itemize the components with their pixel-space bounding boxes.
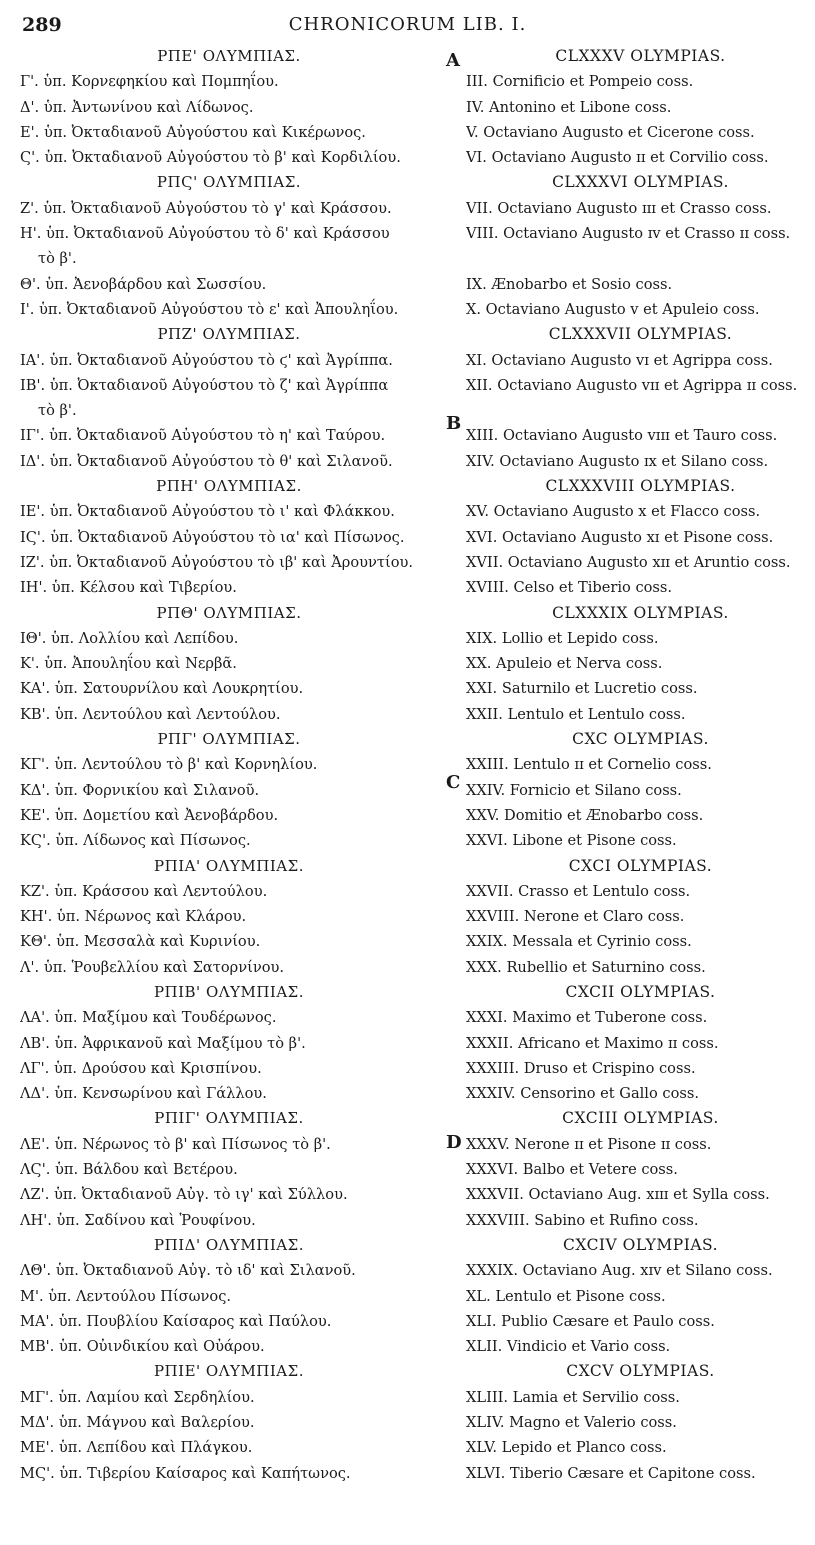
greek-entry: Ι'. ὑπ. Ὀκταδιανοῦ Αὐγούστου τὸ ε' καὶ Ἀπουληΐου. bbox=[20, 300, 399, 318]
greek-olympiad-heading: ΡΠΖ' ΟΛΥΜΠΙΑΣ. bbox=[157, 325, 301, 344]
greek-entry: Δ'. ὑπ. Ἀντωνίνου καὶ Λίδωνος. bbox=[20, 98, 254, 116]
greek-entry: Θ'. ὑπ. Ἀενοβάρδου καὶ Σωσσίου. bbox=[20, 275, 267, 293]
greek-entry: Κ'. ὑπ. Ἀπουληΐου καὶ Νερβᾶ. bbox=[20, 655, 237, 673]
running-title: CHRONICORUM LIB. I. bbox=[288, 14, 527, 35]
page-number: 289 bbox=[22, 14, 62, 36]
greek-entry: ΙΘ'. ὑπ. Λολλίου καὶ Λεπίδου. bbox=[20, 629, 239, 647]
latin-entry: XXIV. Fornicio et Silano coss. bbox=[466, 781, 682, 799]
latin-entry: XXXVIII. Sabino et Rufino coss. bbox=[466, 1211, 699, 1229]
latin-entry: XXXI. Maximo et Tuberone coss. bbox=[466, 1009, 708, 1027]
latin-entry: VII. Octaviano Augusto ɪɪɪ et Crasso coss. bbox=[466, 199, 772, 217]
greek-entry: ΙΒ'. ὑπ. Ὀκταδιανοῦ Αὐγούστου τὸ ζ' καὶ Ἀγρίππα bbox=[20, 376, 389, 394]
latin-entry: XI. Octaviano Augusto ᴠɪ et Agrippa coss. bbox=[466, 351, 773, 369]
latin-entry: XVI. Octaviano Augusto xɪ et Pisone coss. bbox=[466, 528, 774, 546]
latin-entry: XIX. Lollio et Lepido coss. bbox=[466, 629, 659, 647]
greek-entry: Ζ'. ὑπ. Ὀκταδιανοῦ Αὐγούστου τὸ γ' καὶ Κράσσου. bbox=[20, 199, 392, 217]
latin-blank-line bbox=[466, 398, 815, 423]
latin-entry: XLII. Vindicio et Vario coss. bbox=[466, 1338, 671, 1356]
greek-entry: ΚΔ'. ὑπ. Φορνικίου καὶ Σιλανοῦ. bbox=[20, 781, 260, 799]
greek-entry: Μ'. ὑπ. Λεντούλου Πίσωνος. bbox=[20, 1287, 232, 1305]
greek-entry-continuation: τὸ β'. bbox=[38, 402, 77, 420]
greek-entry: ΙΓ'. ὑπ. Ὀκταδιανοῦ Αὐγούστου τὸ η' καὶ Ταύρου. bbox=[20, 427, 386, 445]
latin-olympiad-heading: CLXXXVIII OLYMPIAS. bbox=[545, 477, 736, 496]
latin-entry: XXVII. Crasso et Lentulo coss. bbox=[466, 882, 691, 900]
greek-entry: ΜΔ'. ὑπ. Μάγνου καὶ Βαλερίου. bbox=[20, 1414, 255, 1432]
latin-entry: XII. Octaviano Augusto ᴠɪɪ et Agrippa ɪɪ coss. bbox=[466, 376, 798, 394]
greek-entry: ΙΖ'. ὑπ. Ὀκταδιανοῦ Αὐγούστου τὸ ιβ' καὶ Ἀρουντίου. bbox=[20, 553, 413, 571]
latin-entry: V. Octaviano Augusto et Cicerone coss. bbox=[466, 123, 755, 141]
greek-olympiad-heading: ΡΠΙΔ' ΟΛΥΜΠΙΑΣ. bbox=[154, 1235, 304, 1254]
greek-entry: ΛΗ'. ὑπ. Σαδίνου καὶ Ῥουφίνου. bbox=[20, 1211, 256, 1229]
latin-entry: XXXII. Africano et Maximo ɪɪ coss. bbox=[466, 1034, 719, 1052]
margin-letter-b: B bbox=[446, 413, 462, 434]
latin-entry: XX. Apuleio et Nerva coss. bbox=[466, 655, 663, 673]
greek-entry: ΚΗ'. ὑπ. Νέρωνος καὶ Κλάρου. bbox=[20, 908, 247, 926]
latin-entry: IV. Antonino et Libone coss. bbox=[466, 98, 672, 116]
greek-entry: ΚΓ'. ὑπ. Λεντούλου τὸ β' καὶ Κορνηλίου. bbox=[20, 756, 318, 774]
greek-entry: ΛΑ'. ὑπ. Μαξίμου καὶ Τουδέρωνος. bbox=[20, 1009, 277, 1027]
latin-entry: XXI. Saturnilo et Lucretio coss. bbox=[466, 680, 698, 698]
greek-entry: ΜΒ'. ὑπ. Οὐινδικίου καὶ Οὐάρου. bbox=[20, 1338, 265, 1356]
greek-entry: ΚΖ'. ὑπ. Κράσσου καὶ Λεντούλου. bbox=[20, 882, 268, 900]
greek-olympiad-heading: ΡΠΙΕ' ΟΛΥΜΠΙΑΣ. bbox=[153, 1362, 305, 1381]
greek-entry: ΜΑ'. ὑπ. Πουβλίου Καίσαρος καὶ Παύλου. bbox=[20, 1312, 332, 1330]
greek-column bbox=[20, 44, 438, 1486]
page-header bbox=[0, 14, 815, 42]
latin-entry: XXXV. Nerone ɪɪ et Pisone ɪɪ coss. bbox=[466, 1135, 712, 1153]
latin-olympiad-heading: CLXXXIX OLYMPIAS. bbox=[552, 603, 729, 622]
latin-entry: XVIII. Celso et Tiberio coss. bbox=[466, 579, 673, 597]
greek-entry: Ε'. ὑπ. Ὀκταδιανοῦ Αὐγούστου καὶ Κικέρωνος. bbox=[20, 123, 366, 141]
greek-entry: ΜϚ'. ὑπ. Τιβερίου Καίσαρος καὶ Καπήτωνος. bbox=[20, 1464, 351, 1482]
greek-entry: ΚΘ'. ὑπ. Μεσσαλὰ καὶ Κυρινίου. bbox=[20, 933, 261, 951]
greek-entry-continuation: τὸ β'. bbox=[38, 250, 77, 268]
latin-blank-line bbox=[466, 246, 815, 271]
greek-entry: ΜΕ'. ὑπ. Λεπίδου καὶ Πλάγκου. bbox=[20, 1439, 253, 1457]
latin-entry: XXXIX. Octaviano Aug. xɪᴠ et Silano coss. bbox=[466, 1262, 773, 1280]
latin-olympiad-heading: CLXXXVI OLYMPIAS. bbox=[552, 173, 729, 192]
greek-entry: ΙΔ'. ὑπ. Ὀκταδιανοῦ Αὐγούστου τὸ θ' καὶ Σιλανοῦ. bbox=[20, 452, 393, 470]
greek-olympiad-heading: ΡΠϚ' ΟΛΥΜΠΙΑΣ. bbox=[156, 173, 302, 192]
latin-entry: VI. Octaviano Augusto ɪɪ et Corvilio coss. bbox=[466, 149, 769, 167]
latin-olympiad-heading: CXCI OLYMPIAS. bbox=[568, 856, 713, 875]
latin-entry: XXVI. Libone et Pisone coss. bbox=[466, 832, 677, 850]
latin-entry: XLV. Lepido et Planco coss. bbox=[466, 1439, 667, 1457]
greek-entry: Γ'. ὑπ. Κορνεφηκίου καὶ Πομπηΐου. bbox=[20, 73, 279, 91]
greek-entry: ΚΒ'. ὑπ. Λεντούλου καὶ Λεντούλου. bbox=[20, 705, 281, 723]
greek-entry: ΚϚ'. ὑπ. Λίδωνος καὶ Πίσωνος. bbox=[20, 832, 251, 850]
greek-entry: ΛΖ'. ὑπ. Ὀκταδιανοῦ Αὐγ. τὸ ιγ' καὶ Σύλλου. bbox=[20, 1186, 348, 1204]
latin-entry: XXII. Lentulo et Lentulo coss. bbox=[466, 705, 686, 723]
latin-olympiad-heading: CXCV OLYMPIAS. bbox=[566, 1362, 715, 1381]
latin-entry: XL. Lentulo et Pisone coss. bbox=[466, 1287, 666, 1305]
greek-olympiad-heading: ΡΠΙΒ' ΟΛΥΜΠΙΑΣ. bbox=[153, 982, 305, 1001]
greek-entry: ΛΓ'. ὑπ. Δρούσου καὶ Κρισπίνου. bbox=[20, 1059, 262, 1077]
latin-entry: XXXIII. Druso et Crispino coss. bbox=[466, 1059, 696, 1077]
latin-entry: XLI. Publio Cæsare et Paulo coss. bbox=[466, 1312, 715, 1330]
latin-entry: XXX. Rubellio et Saturnino coss. bbox=[466, 958, 706, 976]
latin-entry: XXV. Domitio et Ænobarbo coss. bbox=[466, 806, 704, 824]
latin-entry: XLIV. Magno et Valerio coss. bbox=[466, 1414, 677, 1432]
greek-olympiad-heading: ΡΠΙΑ' ΟΛΥΜΠΙΑΣ. bbox=[154, 856, 304, 875]
latin-entry: XIII. Octaviano Augusto ᴠɪɪɪ et Tauro coss. bbox=[466, 427, 778, 445]
greek-entry: ΙϚ'. ὑπ. Ὀκταδιανοῦ Αὐγούστου τὸ ια' καὶ Πίσωνος. bbox=[20, 528, 405, 546]
greek-entry: ΙΕ'. ὑπ. Ὀκταδιανοῦ Αὐγούστου τὸ ι' καὶ Φλάκκου. bbox=[20, 503, 395, 521]
latin-olympiad-heading: CXCII OLYMPIAS. bbox=[565, 982, 716, 1001]
greek-entry: Λ'. ὑπ. Ῥουβελλίου καὶ Σατορνίνου. bbox=[20, 958, 284, 976]
latin-olympiad-heading: CXC OLYMPIAS. bbox=[572, 730, 709, 749]
latin-entry: IX. Ænobarbo et Sosio coss. bbox=[466, 275, 673, 293]
latin-entry: XXVIII. Nerone et Claro coss. bbox=[466, 908, 685, 926]
greek-entry: ΙΑ'. ὑπ. Ὀκταδιανοῦ Αὐγούστου τὸ ϛ' καὶ Ἀγρίππα. bbox=[20, 351, 393, 369]
greek-olympiad-heading: ΡΠΗ' ΟΛΥΜΠΙΑΣ. bbox=[156, 477, 302, 496]
margin-letter-d: D bbox=[446, 1132, 462, 1153]
greek-olympiad-heading: ΡΠΕ' ΟΛΥΜΠΙΑΣ. bbox=[157, 47, 301, 65]
margin-letter-a: A bbox=[446, 50, 460, 71]
greek-entry: ΚΕ'. ὑπ. Δομετίου καὶ Ἀενοβάρδου. bbox=[20, 806, 279, 824]
greek-olympiad-heading: ΡΠΘ' ΟΛΥΜΠΙΑΣ. bbox=[156, 603, 302, 622]
latin-entry: XIV. Octaviano Augusto ɪx et Silano coss. bbox=[466, 452, 769, 470]
greek-entry: ΛΘ'. ὑπ. Ὀκταδιανοῦ Αὐγ. τὸ ιδ' καὶ Σιλανοῦ. bbox=[20, 1262, 356, 1280]
latin-entry: XXXVI. Balbo et Vetere coss. bbox=[466, 1161, 678, 1179]
greek-olympiad-heading: ΡΠΓ' ΟΛΥΜΠΙΑΣ. bbox=[157, 730, 301, 749]
latin-olympiad-heading: CLXXXVII OLYMPIAS. bbox=[548, 325, 733, 344]
greek-entry: ΛϚ'. ὑπ. Βάλδου καὶ Βετέρου. bbox=[20, 1161, 238, 1179]
latin-olympiad-heading: CXCIII OLYMPIAS. bbox=[562, 1109, 719, 1128]
latin-entry: XV. Octaviano Augusto x et Flacco coss. bbox=[466, 503, 761, 521]
latin-column bbox=[466, 44, 815, 1486]
latin-entry: XVII. Octaviano Augusto xɪɪ et Aruntio coss. bbox=[466, 553, 791, 571]
latin-entry: XXIII. Lentulo ɪɪ et Cornelio coss. bbox=[466, 756, 712, 774]
latin-olympiad-heading: CLXXXV OLYMPIAS. bbox=[555, 47, 726, 65]
greek-entry: ΛΔ'. ὑπ. Κενσωρίνου καὶ Γάλλου. bbox=[20, 1085, 267, 1103]
greek-entry: Η'. ὑπ. Ὀκταδιανοῦ Αὐγούστου τὸ δ' καὶ Κράσσου bbox=[20, 225, 390, 243]
greek-entry: Ϛ'. ὑπ. Ὀκταδιανοῦ Αὐγούστου τὸ β' καὶ Κορδιλίου. bbox=[20, 149, 401, 167]
latin-entry: XXXIV. Censorino et Gallo coss. bbox=[466, 1085, 699, 1103]
latin-olympiad-heading: CXCIV OLYMPIAS. bbox=[562, 1235, 719, 1254]
latin-entry: XLVI. Tiberio Cæsare et Capitone coss. bbox=[466, 1464, 756, 1482]
greek-entry: ΙΗ'. ὑπ. Κέλσου καὶ Τιβερίου. bbox=[20, 579, 237, 597]
greek-entry: ΜΓ'. ὑπ. Λαμίου καὶ Σερδηλίου. bbox=[20, 1388, 255, 1406]
greek-entry: ΚΑ'. ὑπ. Σατουρνίλου καὶ Λουκρητίου. bbox=[20, 680, 304, 698]
latin-entry: XLIII. Lamia et Servilio coss. bbox=[466, 1388, 680, 1406]
latin-entry: XXXVII. Octaviano Aug. xɪɪɪ et Sylla coss. bbox=[466, 1186, 770, 1204]
latin-entry: VIII. Octaviano Augusto ɪᴠ et Crasso ɪɪ coss. bbox=[466, 225, 791, 243]
greek-entry: ΛΒ'. ὑπ. Ἀφρικανοῦ καὶ Μαξίμου τὸ β'. bbox=[20, 1034, 306, 1052]
margin-letter-c: C bbox=[446, 772, 461, 793]
latin-entry: III. Cornificio et Pompeio coss. bbox=[466, 73, 694, 91]
greek-entry: ΛΕ'. ὑπ. Νέρωνος τὸ β' καὶ Πίσωνος τὸ β'. bbox=[20, 1135, 331, 1153]
latin-entry: XXIX. Messala et Cyrinio coss. bbox=[466, 933, 692, 951]
latin-entry: X. Octaviano Augusto ᴠ et Apuleio coss. bbox=[466, 300, 760, 318]
greek-olympiad-heading: ΡΠΙΓ' ΟΛΥΜΠΙΑΣ. bbox=[154, 1109, 304, 1128]
